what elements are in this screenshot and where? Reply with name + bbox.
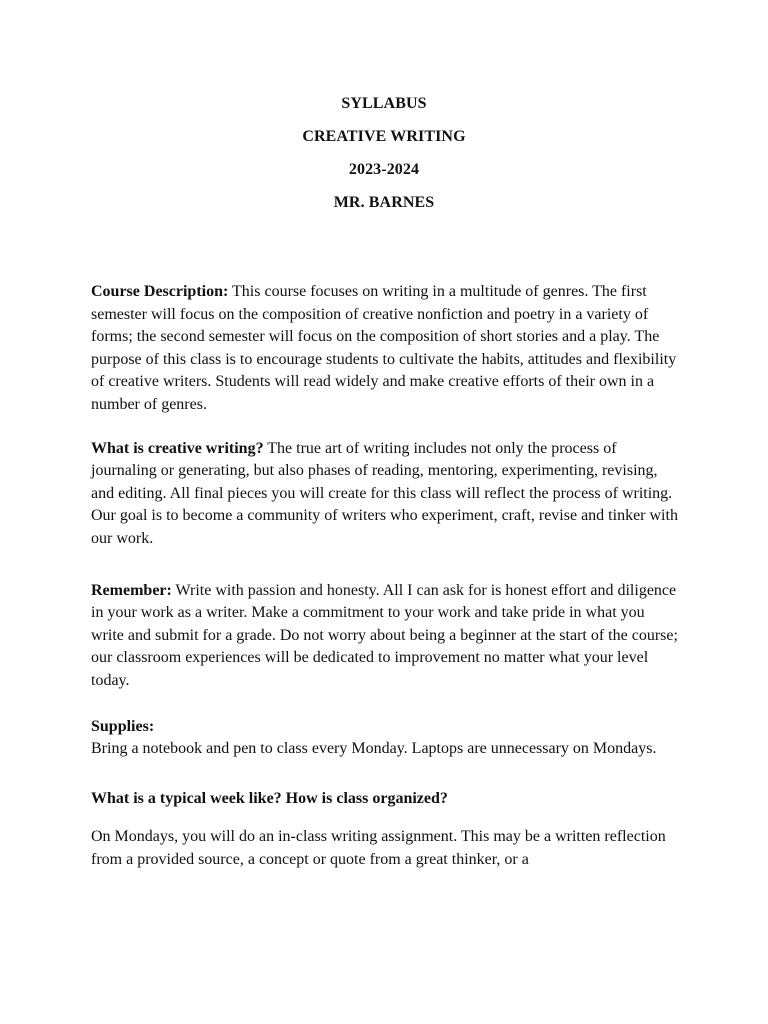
- supplies-heading-line: [91, 716, 681, 739]
- typical-week-heading: What is a typical week like? How is class organized?: [91, 789, 448, 807]
- supplies-heading: Supplies:: [91, 717, 155, 735]
- course-description-paragraph: [91, 281, 681, 417]
- what-is-creative-writing-heading: What is creative writing?: [91, 439, 264, 457]
- course-description-heading: Course Description:: [91, 283, 229, 300]
- course-description-text: This course focuses on writing in a multitude of genres. The first semester will focus on the composition of creative nonfiction and poetry in a variety of forms; the second semester will focus on the composition of short stories and a play. The purpose of this class is to encourage students to cultivate the habits, attitudes and flexibility of creative writers. Students will read widely and make creative efforts of their own in a number of genres.: [91, 283, 677, 413]
- typical-week-text: On Mondays, you will do an in-class writing assignment. This may be a written reflection from a provided source, a concept or quote from a great thinker, or a: [91, 828, 666, 868]
- document-body: [91, 281, 681, 871]
- header-title: SYLLABUS: [341, 95, 427, 112]
- remember-paragraph: [91, 580, 681, 693]
- what-is-creative-writing-text: The true art of writing includes not only the process of journaling or generating, but also phases of reading, mentoring, experimenting, revising, and editing. All final pieces you will create for this class will reflect the process of writing. Our goal is to become a community of writers who experiment, craft, revise and tinker with our work.: [91, 439, 678, 547]
- syllabus-header: [0, 93, 768, 225]
- typical-week-heading-line: [91, 788, 681, 811]
- what-is-creative-writing-paragraph: [91, 438, 681, 551]
- header-school-year: 2023-2024: [348, 161, 420, 178]
- supplies-text: Bring a notebook and pen to class every Monday. Laptops are unnecessary on Mondays.: [91, 740, 657, 758]
- header-teacher-name: MR. BARNES: [333, 194, 435, 211]
- remember-heading: Remember:: [91, 581, 172, 599]
- remember-text: Write with passion and honesty. All I can ask for is honest effort and diligence in your work as a writer. Make a commitment to your work and take pride in what you write and submit for a grade. Do not worry about being a beginner at the start of the course; our classroom experiences will be dedicated to improvement no matter what your level today.: [91, 581, 678, 689]
- header-course-name: CREATIVE WRITING: [302, 128, 466, 145]
